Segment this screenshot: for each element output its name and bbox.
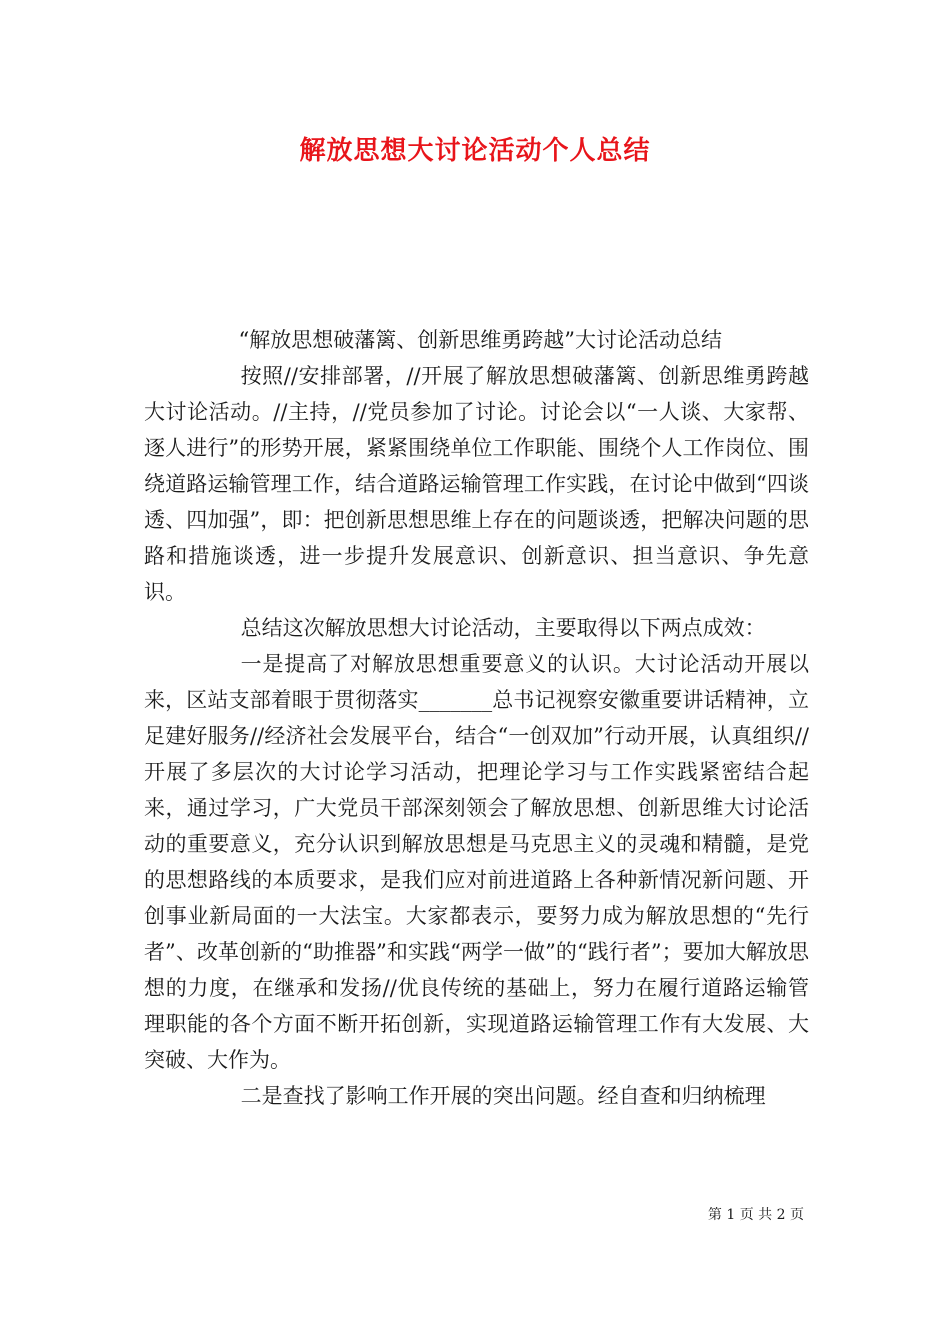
page-number: 第 1 页 共 2 页: [707, 1207, 804, 1223]
document-title: 解放思想大讨论活动个人总结: [299, 136, 651, 166]
paragraph: 总结这次解放思想大讨论活动，主要取得以下两点成效：: [240, 616, 766, 640]
paragraph: 一是提高了对解放思想重要意义的认识。大讨论活动开展以来，区站支部着眼于贯彻落实_______总书记视察安徽重要讲话精神，立足建好服务//经济社会发展平台，结合“一创双加”行动开展，认真组织//开展了多层次的大讨论学习活动，把理论学习与工作实践紧密结合起来，通过学习，广大党员干部深刻领会了解放思想、创新思维大讨论活动的重要意义，充分认识到解放思想是马克思主义的灵魂和精髓，是党的思想路线的本质要求，是我们应对前进道路上各种新情况新问题、开创事业新局面的一大法宝。大家都表示，要努力成为解放思想的“先行者”、改革创新的“助推器”和实践“两学一做”的“践行者”；要加大解放思想的力度，在继承和发扬//优良传统的基础上，努力在履行道路运输管理职能的各个方面不断开拓创新，实现道路运输管理工作有大发展、大突破、大作为。: [144, 652, 809, 1072]
document-body: [144, 322, 809, 1114]
document-subtitle: “解放思想破藩篱、创新思维勇跨越”大讨论活动总结: [238, 328, 722, 352]
paragraph: 二是查找了影响工作开展的突出问题。经自查和归纳梳理: [240, 1084, 766, 1108]
paragraph: 按照//安排部署，//开展了解放思想破藩篱、创新思维勇跨越大讨论活动。//主持，//党员参加了讨论。讨论会以“一人谈、大家帮、逐人进行”的形势开展，紧紧围绕单位工作职能、围绕个人工作岗位、围绕道路运输管理工作，结合道路运输管理工作实践，在讨论中做到“四谈透、四加强”，即：把创新思想思维上存在的问题谈透，把解决问题的思路和措施谈透，进一步提升发展意识、创新意识、担当意识、争先意识。: [144, 364, 809, 604]
